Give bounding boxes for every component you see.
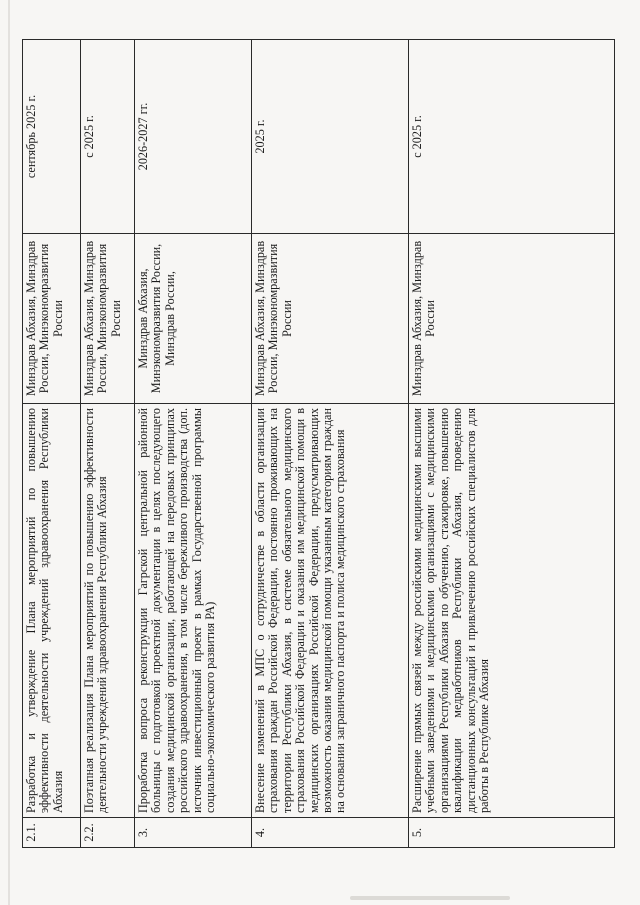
page-edge-shadow	[8, 0, 10, 905]
row-number: 4.	[252, 818, 409, 848]
row-action: Разработка и утверждение Плана мероприятий по повышению эффективности деятельности учреждений здравоохранения Республики Абхазия	[23, 404, 81, 818]
row-action: Проработка вопроса реконструкции Гагрской центральной районной больницы с подготовкой проектной документации в целях последующего создания медицинской организации, работающей на передовых принципах российского здравоохранения, в том числе бережливого производства (доп. источник инвестиционный проект в рамках Государственной программы социально-экономического развития РА)	[135, 404, 252, 818]
row-term: с 2025 г.	[81, 40, 135, 234]
row-action: Поэтапная реализация Плана мероприятий по повышению эффективности деятельности учреждений здравоохранения Республики Абхазия	[81, 404, 135, 818]
table-row	[81, 40, 135, 848]
rotated-sheet	[22, 40, 614, 848]
row-number: 2.1.	[23, 818, 81, 848]
row-number: 2.2.	[81, 818, 135, 848]
table-row	[252, 40, 409, 848]
row-executors: Минздрав Абхазия, Минэкономразвития России, Минздрав России,	[135, 234, 252, 404]
row-action: Внесение изменений в МПС о сотрудничестве в области организации страхования граждан Российской Федерации, постоянно проживающих на территории Республики Абхазия, в системе обязательного медицинского страхования Российской Федерации и оказания им медицинской помощи в медицинских организациях Российской Федерации, предусматривающих возможность оказания медицинской помощи указанным категориям граждан на основании заграничного паспорта и полиса медицинского страхования	[252, 404, 409, 818]
row-number: 3.	[135, 818, 252, 848]
row-executors: Минздрав Абхазия, Минздрав России	[409, 234, 615, 404]
row-term: 2026-2027 гг.	[135, 40, 252, 234]
row-term: с 2025 г.	[409, 40, 615, 234]
row-number: 5.	[409, 818, 615, 848]
row-term: сентябрь 2025 г.	[23, 40, 81, 234]
table-row	[135, 40, 252, 848]
row-executors: Минздрав Абхазия, Минздрав России, Минэкономразвития России	[252, 234, 409, 404]
action-plan-table	[22, 39, 615, 848]
row-term: 2025 г.	[252, 40, 409, 234]
row-action: Расширение прямых связей между российскими медицинскими высшими учебными заведениями и медицинскими организациями с медицинскими организациями Республики Абхазия по обучению, стажировке, повышению квалификации медработников Республики Абхазия, проведению дистанционных консультаций и привлечению российских специалистов для работы в Республике Абхазия	[409, 404, 615, 818]
table-row	[409, 40, 615, 848]
row-executors: Минздрав Абхазия, Минздрав России, Минэкономразвития России	[23, 234, 81, 404]
scan-smudge	[350, 896, 510, 900]
table-row	[23, 40, 81, 848]
row-executors: Минздрав Абхазия, Минздрав России, Минэкономразвития России	[81, 234, 135, 404]
